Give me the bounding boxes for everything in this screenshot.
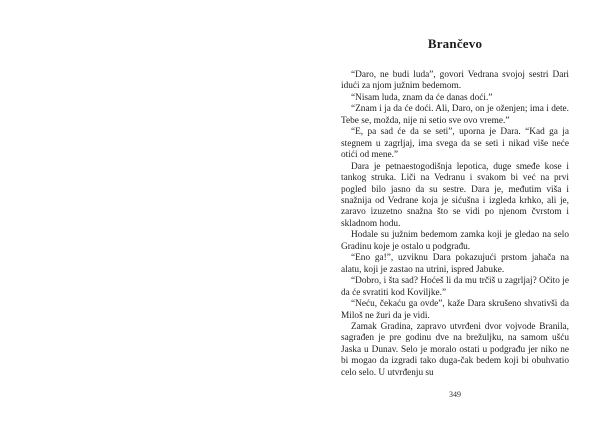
paragraph: “Dobro, i šta sad? Hoćeš li da mu trčiš u zagrljaj? Očito je da će svratiti kod Koviljke.” (341, 276, 569, 298)
paragraph: “Eno ga!”, uzviknu Dara pokazujući prstom jahača na alatu, koji je zastao na utrini, ispred Jabuke. (341, 253, 569, 275)
chapter-title: Brančevo (427, 36, 483, 51)
paragraph: “Znam i ja da će doći. Ali, Daro, on je oženjen; ima i dete. Tebe se, možda, nije ni setio sve ovo vreme.” (341, 104, 569, 126)
paragraph: Zamak Gradina, zapravo utvrđeni dvor vojvode Branila, sagrađen je pre godinu dve na brežuljku, na samom ušću Jaska u Dunav. Selo je moralo ostati u podgrađu jer niko ne bi mogao da izgradi tako duga-čak bedem koji bi obuhvatio celo selo. U utvrđenju su (341, 321, 569, 378)
paragraph: “Nisam luda, znam da će danas doći.” (351, 92, 493, 103)
paragraph: “E, pa sad će da se seti”, uporna je Dara. “Kad ga ja stegnem u zagrljaj, ima svega da se seti i nikad više neće otići od mene.” (341, 127, 569, 161)
body-text (341, 70, 569, 379)
page-number: 349 (449, 390, 461, 399)
paragraph: Hodale su južnim bedemom zamka koji je gledao na selo Gradinu koje je ostalo u podgrađu. (341, 230, 569, 252)
paragraph: Dara je petnaestogodišnja lepotica, duge smeđe kose i tankog struka. Liči na Vedranu i svakom bi već na prvi pogled bilo jasno da su sestre. Dara je, međutim viša i snažnija od Vedrane koja je sićušna i izgleda krhko, ali je, zaravo izuzetno snažna što se vidi po njenom čvrstom i skladnom hodu. (341, 161, 569, 229)
paragraph: “Neću, čekaću ga ovde”, kaže Dara skrušeno shvativši da Miloš ne žuri da je vidi. (341, 299, 569, 321)
paragraph: “Daro, ne budi luda”, govori Vedrana svojoj sestri Dari idući za njom južnim bedemom. (341, 70, 569, 92)
